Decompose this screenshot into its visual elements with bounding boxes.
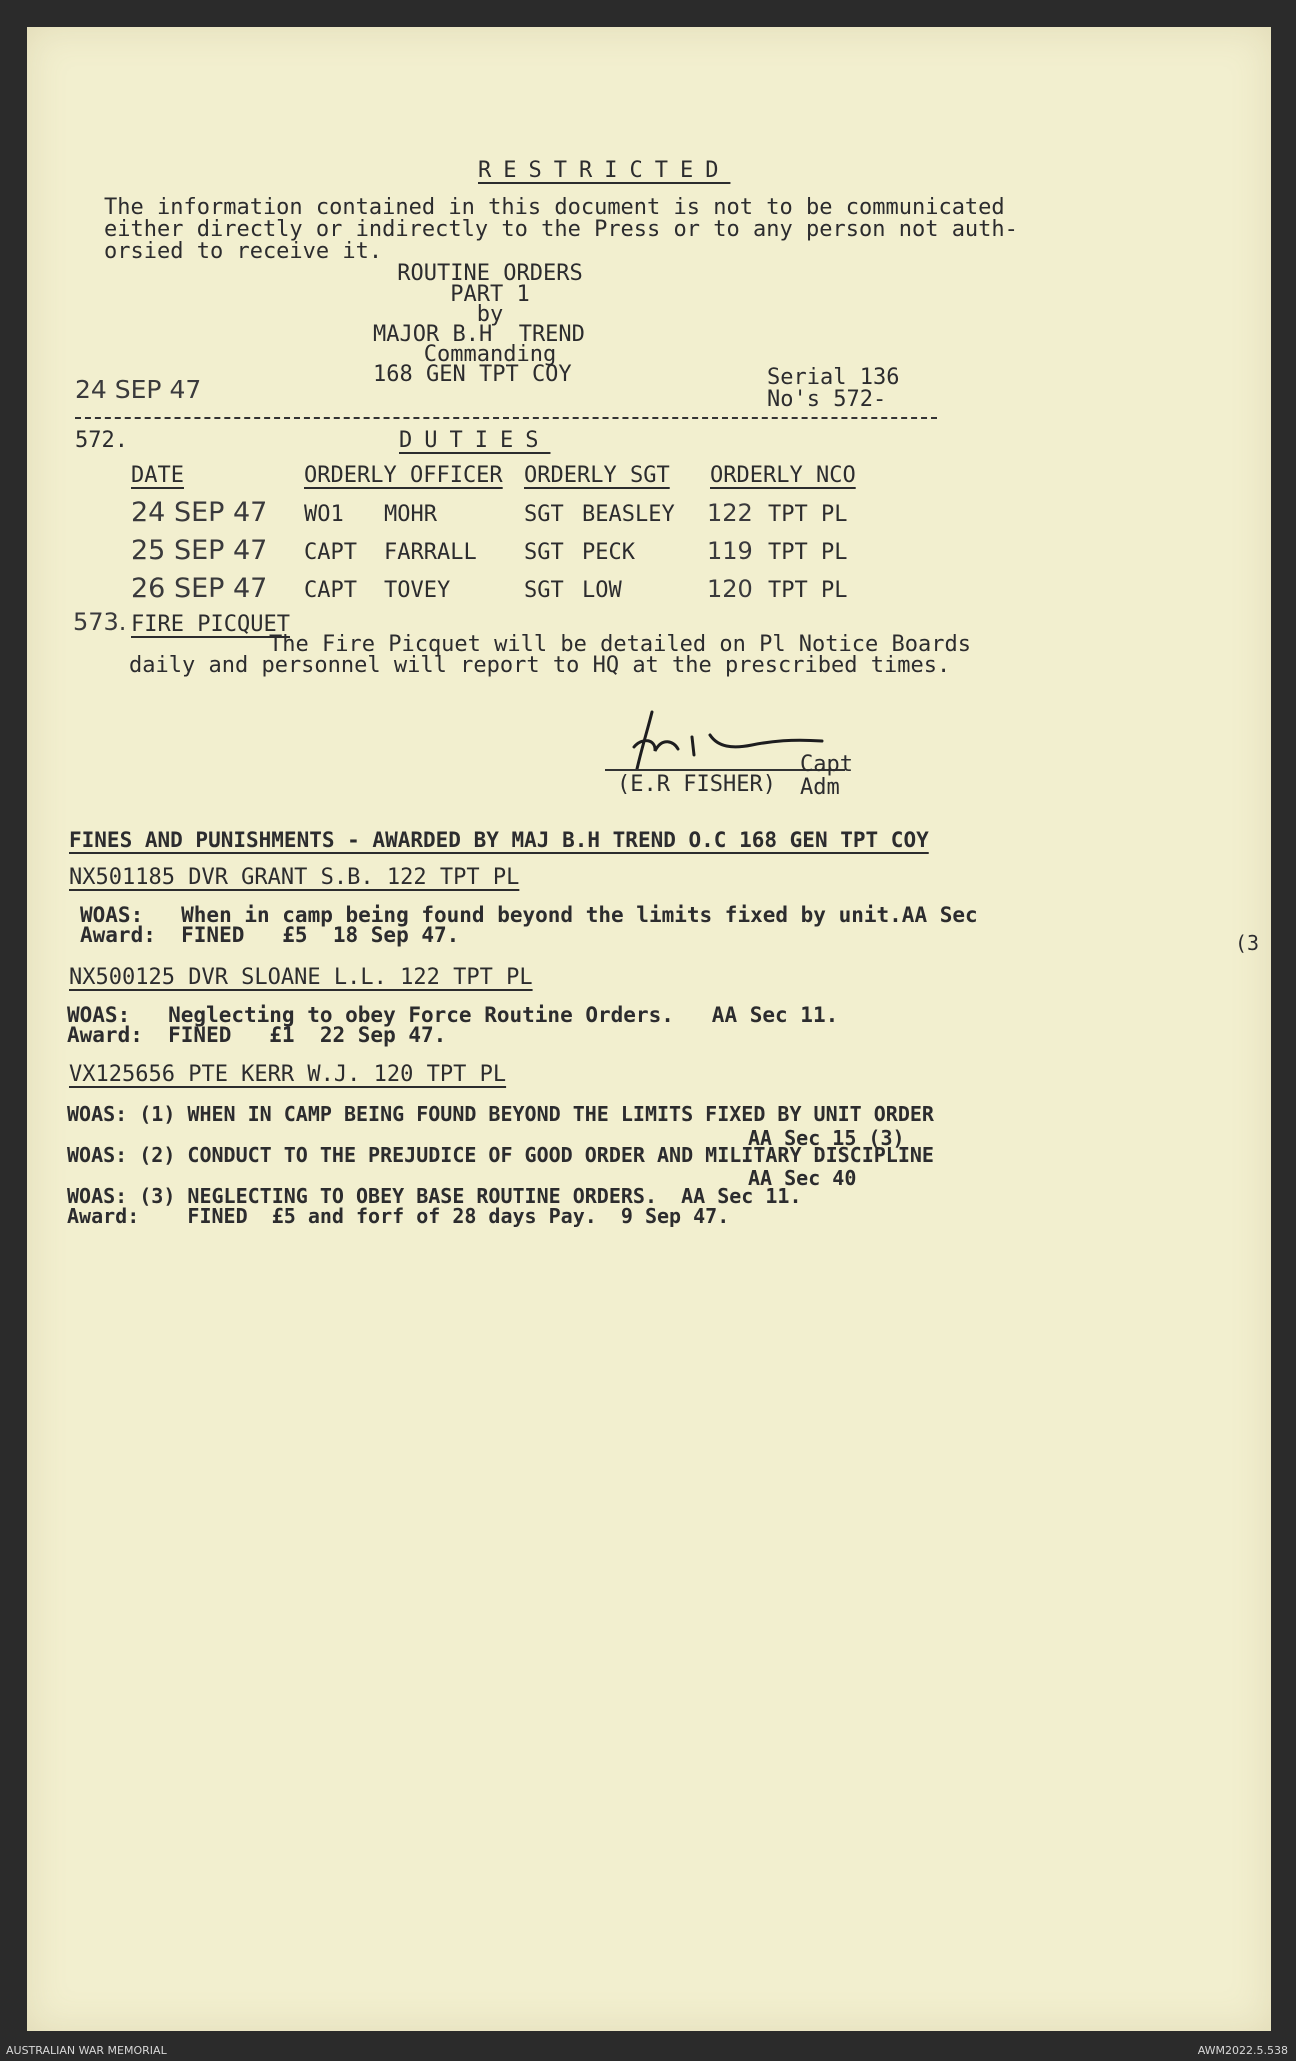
title-line-6: 168 GEN TPT COY xyxy=(373,362,572,387)
header-divider xyxy=(75,417,937,419)
notice-line-2: either directly or indirectly to the Press or to any person not auth- xyxy=(104,217,1018,242)
fine-person-3: VX125656 PTE KERR W.J. 120 TPT PL xyxy=(69,1062,507,1087)
footer-reference: AWM2022.5.538 xyxy=(1197,2044,1288,2057)
order-date: 24 SEP 47 xyxy=(75,375,202,404)
fine-3-award: Award: FINED £5 and forf of 28 days Pay. 9 Sep 47. xyxy=(67,1204,730,1228)
title-line-5: Commanding xyxy=(423,342,557,367)
table-cell-officer: TOVEY xyxy=(384,578,451,603)
fine-2-woas: WOAS: Neglecting to obey Force Routine Orders. AA Sec 11. xyxy=(67,1003,839,1027)
table-cell-rank: CAPT xyxy=(304,578,357,603)
fine-1-margin: (3 xyxy=(1235,931,1260,955)
title-line-1: ROUTINE ORDERS xyxy=(397,261,583,286)
fine-3-woas-1: WOAS: (1) WHEN IN CAMP BEING FOUND BEYOND THE LIMITS FIXED BY UNIT ORDER xyxy=(67,1102,934,1126)
signatory-role: Adm xyxy=(800,775,840,800)
table-cell-nco-num: 119 xyxy=(707,537,753,565)
notice-line-1: The information contained in this document is not to be communicated xyxy=(104,195,1005,220)
table-cell-sgt-rank: SGT xyxy=(524,502,564,527)
table-cell-sgt-rank: SGT xyxy=(524,578,564,603)
table-cell-sgt-rank: SGT xyxy=(524,540,564,565)
title-line-4: MAJOR B.H TREND xyxy=(373,322,585,347)
order-numbers: No's 572- xyxy=(767,387,887,412)
fine-3-woas-2: WOAS: (2) CONDUCT TO THE PREJUDICE OF GOOD ORDER AND MILITARY DISCIPLINE xyxy=(67,1143,934,1167)
duties-number: 572. xyxy=(75,428,128,453)
table-row: 24 SEP 47 xyxy=(131,497,268,528)
fire-number: 573. xyxy=(73,608,127,636)
fine-2-award: Award: FINED £1 22 Sep 47. xyxy=(67,1023,447,1047)
table-row: 25 SEP 47 xyxy=(131,535,268,566)
table-cell-sgt: BEASLEY xyxy=(582,502,675,527)
fines-heading: FINES AND PUNISHMENTS - AWARDED BY MAJ B.H TREND O.C 168 GEN TPT COY xyxy=(69,828,929,852)
fine-1-award: Award: FINED £5 18 Sep 47. xyxy=(80,923,460,947)
fine-person-1: NX501185 DVR GRANT S.B. 122 TPT PL xyxy=(69,865,520,890)
table-cell-nco: TPT PL xyxy=(768,578,848,603)
col-orderly-nco: ORDERLY NCO xyxy=(710,463,856,488)
fire-heading: FIRE PICQUET xyxy=(131,612,290,637)
signatory-rank: Capt xyxy=(800,752,853,777)
table-cell-officer: MOHR xyxy=(384,502,437,527)
notice-line-3: orsied to receive it. xyxy=(104,239,383,264)
fire-line-2: daily and personnel will report to HQ at the prescribed times. xyxy=(129,653,951,678)
table-cell-nco-num: 120 xyxy=(707,575,753,603)
table-row: 26 SEP 47 xyxy=(131,573,268,604)
col-orderly-sgt: ORDERLY SGT xyxy=(524,463,670,488)
col-date: DATE xyxy=(131,463,184,488)
footer-source: AUSTRALIAN WAR MEMORIAL xyxy=(6,2044,167,2057)
fine-3-section-2: AA Sec 40 xyxy=(748,1166,857,1190)
fine-person-2: NX500125 DVR SLOANE L.L. 122 TPT PL xyxy=(69,965,533,990)
serial-number: Serial 136 xyxy=(767,365,900,390)
table-cell-officer: FARRALL xyxy=(384,540,477,565)
signatory-name: (E.R FISHER) xyxy=(617,772,776,797)
table-cell-rank: WO1 xyxy=(304,502,344,527)
fine-1-woas: WOAS: When in camp being found beyond the limits fixed by unit.AA Sec xyxy=(80,903,978,927)
duties-heading: DUTIES xyxy=(399,428,551,453)
table-cell-sgt: PECK xyxy=(582,540,635,565)
fine-3-woas-3: WOAS: (3) NEGLECTING TO OBEY BASE ROUTINE ORDERS. AA Sec 11. xyxy=(67,1184,802,1208)
restricted-heading: RESTRICTED xyxy=(478,158,731,183)
table-cell-sgt: LOW xyxy=(582,578,622,603)
table-cell-nco: TPT PL xyxy=(768,502,848,527)
table-cell-nco-num: 122 xyxy=(707,499,753,527)
title-line-2: PART 1 xyxy=(450,282,530,307)
document-page xyxy=(27,27,1271,2031)
table-cell-rank: CAPT xyxy=(304,540,357,565)
fine-3-section-1: AA Sec 15 (3) xyxy=(748,1126,905,1150)
fire-line-1: The Fire Picquet will be detailed on Pl Notice Boards xyxy=(269,632,971,657)
table-cell-nco: TPT PL xyxy=(768,540,848,565)
title-line-3: by xyxy=(476,302,504,327)
col-orderly-officer: ORDERLY OFFICER xyxy=(304,463,503,488)
